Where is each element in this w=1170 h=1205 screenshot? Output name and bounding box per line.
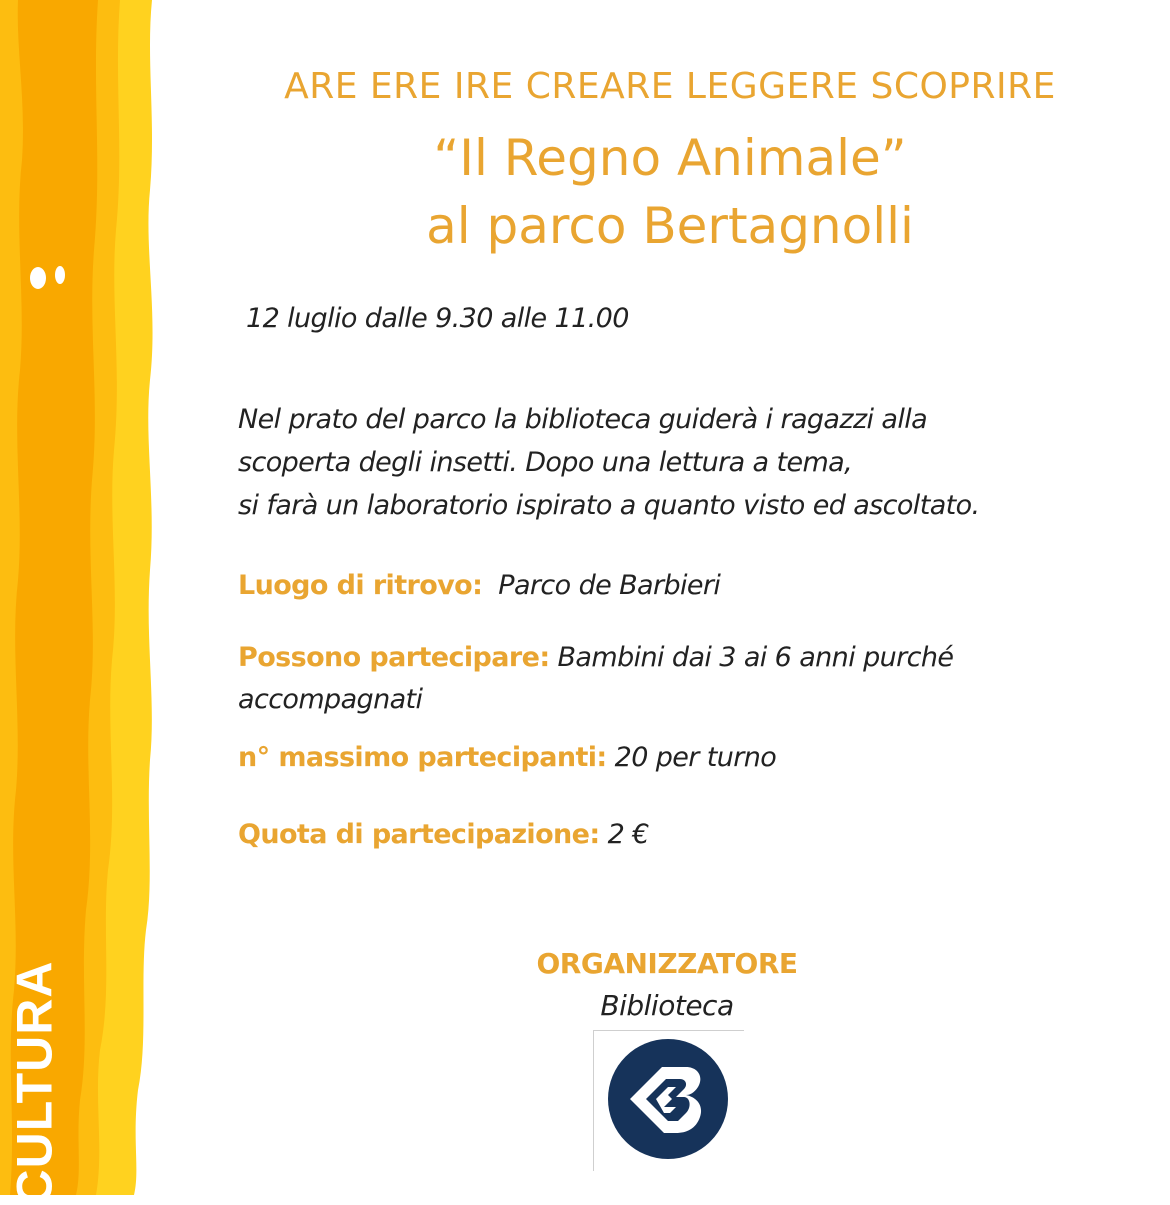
organizer-name: Biblioteca [600, 989, 734, 1022]
location-label: Luogo di ritrovo: [238, 570, 483, 601]
event-title-line-1: “Il Regno Animale” [433, 129, 907, 187]
organizer-label: ORGANIZZATORE [536, 947, 798, 980]
event-title [230, 124, 1110, 260]
participants-info [238, 636, 953, 679]
fee-value: 2 € [607, 819, 649, 850]
max-participants-label: n° massimo partecipanti: [238, 742, 607, 773]
location-info [238, 564, 720, 607]
participants-info-continued [238, 678, 422, 721]
event-description [238, 398, 980, 527]
fee-info [238, 813, 649, 856]
description-line: Nel prato del parco la biblioteca guiderà i ragazzi alla [238, 404, 928, 435]
description-line: si farà un laboratorio ispirato a quanto visto ed ascoltato. [238, 490, 980, 521]
participants-value: Bambini dai 3 ai 6 anni purché [557, 642, 954, 673]
max-participants-value: 20 per turno [614, 742, 777, 773]
participants-label: Possono partecipare: [238, 642, 550, 673]
section-label [3, 960, 65, 1205]
event-date: 12 luglio dalle 9.30 alle 11.00 [246, 303, 629, 334]
fee-label: Quota di partecipazione: [238, 819, 600, 850]
description-line: scoperta degli insetti. Dopo una lettura a tema, [238, 447, 853, 478]
location-value: Parco de Barbieri [498, 570, 721, 601]
section-label-text: CULTURA [6, 960, 63, 1205]
kicker-heading: ARE ERE IRE CREARE LEGGERE SCOPRIRE [284, 66, 1056, 107]
max-participants-info [238, 736, 776, 779]
event-title-line-2: al parco Bertagnolli [426, 197, 914, 255]
library-logo-icon [606, 1037, 730, 1161]
participants-value-continued: accompagnati [238, 684, 423, 715]
